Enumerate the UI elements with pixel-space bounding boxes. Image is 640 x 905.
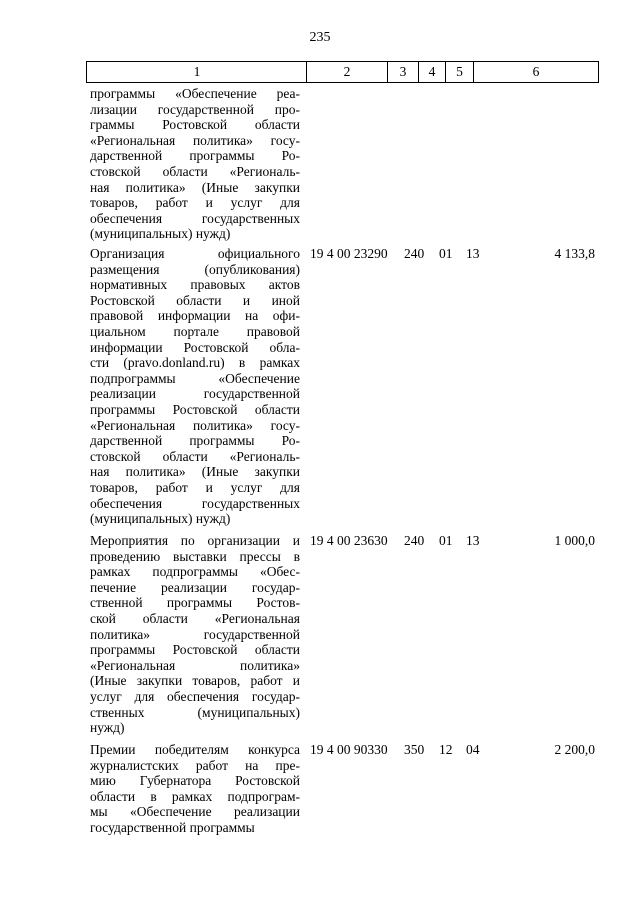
header-col-4: 4 — [418, 61, 445, 83]
description-line: Организация официального — [90, 246, 300, 261]
description-line: нужд) — [90, 720, 125, 736]
description-line: рамках подпрограммы «Обес- — [90, 564, 300, 580]
description-line: программы Ростовской области — [90, 642, 300, 658]
description-line: программы «Обеспечение реа- — [90, 86, 300, 101]
description-line: ная политика» (Иные закупки — [90, 464, 300, 480]
row-code: 19 4 00 90330 — [310, 742, 388, 757]
description-line: «Региональная политика» — [90, 657, 300, 673]
description-line: реализации государственной — [90, 386, 300, 402]
page-number: 235 — [309, 30, 331, 45]
description-line: мы «Обеспечение реализации — [90, 804, 300, 820]
description-line: стовской области «Региональ- — [90, 163, 300, 179]
description-line: ная политика» (Иные закупки — [90, 179, 300, 195]
description-line: ской области «Региональная — [90, 610, 300, 626]
description-line: журналистских работ на пре- — [90, 757, 300, 773]
header-col-1: 1 — [86, 61, 307, 83]
description-line: «Региональная политика» госу- — [90, 417, 300, 433]
description-line: стовской области «Региональ- — [90, 448, 300, 464]
description-line: нормативных правовых актов — [90, 277, 300, 293]
description-line: программы Ростовской области — [90, 401, 300, 417]
description-line: политика» государственной — [90, 626, 300, 642]
header-col-2: 2 — [306, 61, 387, 83]
description-line: услуг для обеспечения государ- — [90, 688, 300, 704]
row-code: 19 4 00 23630 — [310, 533, 388, 548]
description-line: мию Губернатора Ростовской — [90, 773, 300, 789]
description-line: (муниципальных) нужд) — [90, 226, 231, 242]
row-subsection: 13 — [466, 246, 480, 261]
description-line: обеспечения государственных — [90, 495, 300, 511]
description-line: печение реализации государ- — [90, 579, 300, 595]
description-line: «Региональная политика» госу- — [90, 132, 300, 148]
row-subsection: 04 — [466, 742, 480, 757]
description-line: Премии победителям конкурса — [90, 742, 300, 757]
description-line: подпрограммы «Обеспечение — [90, 370, 300, 386]
row-section: 01 — [439, 533, 453, 548]
description-line: (Иные закупки товаров, работ и — [90, 673, 300, 689]
description-line: (муниципальных) нужд) — [90, 511, 231, 527]
description-line: дарственной программы Ро- — [90, 433, 300, 449]
row-expense-type: 240 — [404, 533, 425, 548]
description-line: граммы Ростовской области — [90, 117, 300, 133]
row-description — [90, 246, 300, 527]
description-line: проведению выставки прессы в — [90, 548, 300, 564]
row-description — [90, 86, 300, 242]
row-description — [90, 742, 300, 836]
table-header — [86, 61, 599, 83]
description-line: размещения (опубликования) — [90, 261, 300, 277]
description-line: циальном портале правовой — [90, 323, 300, 339]
row-amount: 2 200,0 — [554, 742, 595, 757]
description-line: государственной программы — [90, 819, 255, 835]
header-col-6: 6 — [473, 61, 599, 83]
description-line: ственных (муниципальных) — [90, 704, 300, 720]
row-amount: 1 000,0 — [554, 533, 595, 548]
header-col-3: 3 — [387, 61, 418, 83]
description-line: обеспечения государственных — [90, 210, 300, 226]
description-line: сти (pravo.donland.ru) в рамках — [90, 355, 300, 371]
description-line: ственной программы Ростов- — [90, 595, 300, 611]
description-line: правовой информации на офи- — [90, 308, 300, 324]
description-line: лизации государственной про- — [90, 101, 300, 117]
row-subsection: 13 — [466, 533, 480, 548]
description-line: Ростовской области и иной — [90, 292, 300, 308]
row-code: 19 4 00 23290 — [310, 246, 388, 261]
description-line: Мероприятия по организации и — [90, 533, 300, 548]
description-line: товаров, работ и услуг для — [90, 195, 300, 211]
header-col-5: 5 — [445, 61, 473, 83]
row-section: 01 — [439, 246, 453, 261]
row-amount: 4 133,8 — [554, 246, 595, 261]
description-line: информации Ростовской обла- — [90, 339, 300, 355]
row-description — [90, 533, 300, 736]
row-expense-type: 350 — [404, 742, 425, 757]
row-section: 12 — [439, 742, 453, 757]
description-line: товаров, работ и услуг для — [90, 479, 300, 495]
description-line: области в рамках подпрограм- — [90, 788, 300, 804]
description-line: дарственной программы Ро- — [90, 148, 300, 164]
row-expense-type: 240 — [404, 246, 425, 261]
